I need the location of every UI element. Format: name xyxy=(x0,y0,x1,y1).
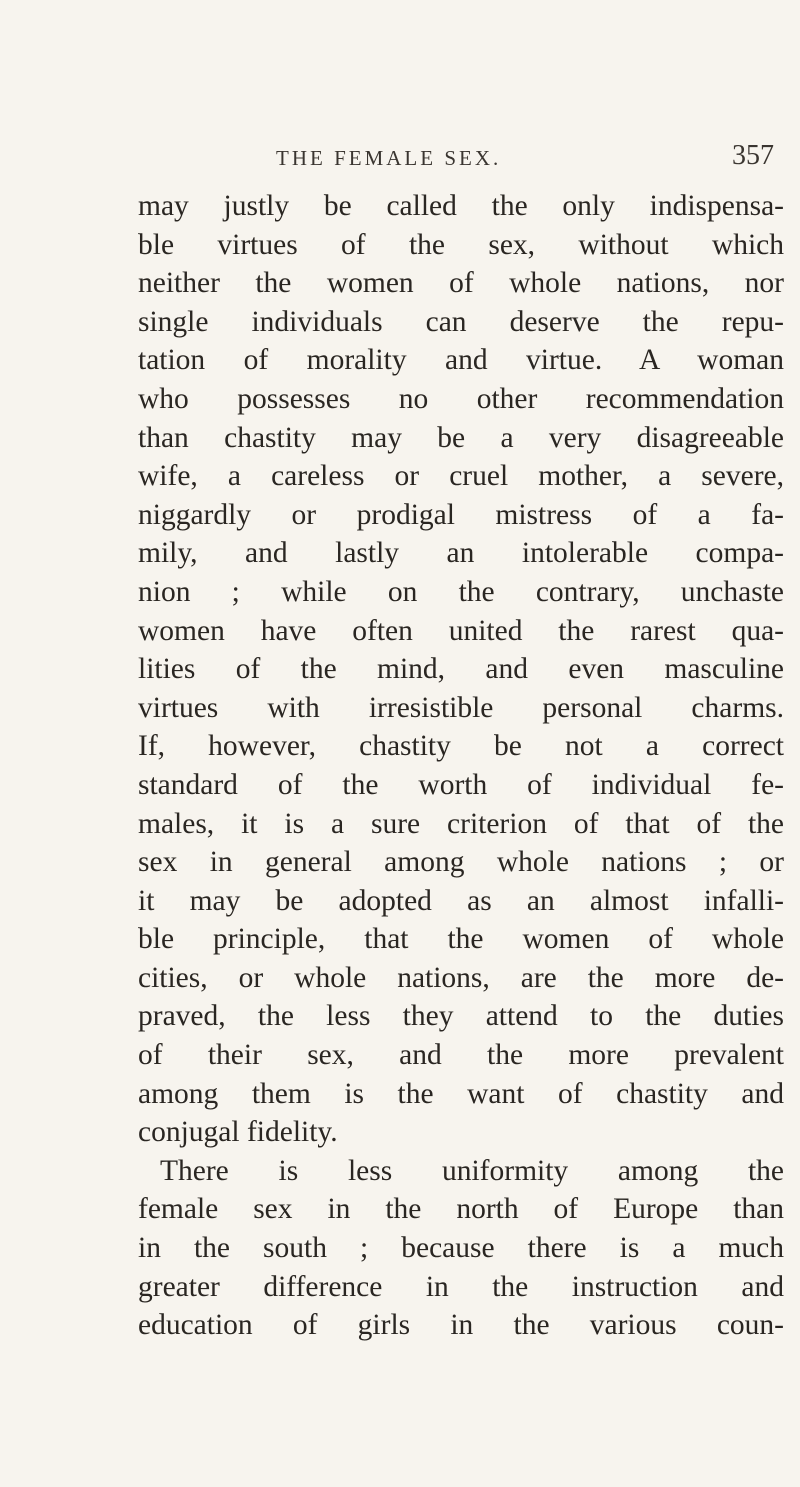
text-line: mily, and lastly an intolerable compa- xyxy=(138,537,784,570)
text-line: lities of the mind, and even masculine xyxy=(138,653,784,686)
text-line: tation of morality and virtue. A woman xyxy=(138,344,784,377)
body-text xyxy=(138,187,788,1345)
text-line: nion ; while on the contrary, unchaste xyxy=(138,575,784,608)
text-line: There is less uniformity among the xyxy=(160,1154,784,1187)
text-line: ble principle, that the women of whole xyxy=(138,923,784,956)
text-line: standard of the worth of individual fe- xyxy=(138,768,784,801)
text-line: who possesses no other recommendation xyxy=(138,382,784,415)
text-line: than chastity may be a very disagreeable xyxy=(138,421,784,454)
text-line: males, it is a sure criterion of that of the xyxy=(138,807,784,840)
text-line: cities, or whole nations, are the more de- xyxy=(138,961,784,994)
text-line: praved, the less they attend to the duties xyxy=(138,1000,784,1033)
text-line: virtues with irresistible personal charms. xyxy=(138,691,784,724)
page-number: 357 xyxy=(732,140,774,171)
text-line: sex in general among whole nations ; or xyxy=(138,846,784,879)
text-line: in the south ; because there is a much xyxy=(138,1232,784,1265)
text-line: it may be adopted as an almost infalli- xyxy=(138,884,784,917)
text-line: may justly be called the only indispensa- xyxy=(138,190,784,222)
text-line: among them is the want of chastity and xyxy=(138,1077,784,1110)
text-line: ble virtues of the sex, without which xyxy=(138,228,784,261)
text-line: If, however, chastity be not a correct xyxy=(138,730,784,763)
text-line: single individuals can deserve the repu- xyxy=(138,305,784,338)
text-line: female sex in the north of Europe than xyxy=(138,1193,784,1226)
text-line: neither the women of whole nations, nor xyxy=(138,267,784,300)
text-line: niggardly or prodigal mistress of a fa- xyxy=(138,498,784,531)
text-line: wife, a careless or cruel mother, a severe, xyxy=(138,460,784,493)
running-head: THE FEMALE SEX. xyxy=(276,146,502,170)
text-line: conjugal fidelity. xyxy=(138,1116,338,1149)
text-line: women have often united the rarest qua- xyxy=(138,614,784,647)
text-line: education of girls in the various coun- xyxy=(138,1309,784,1342)
text-line: of their sex, and the more prevalent xyxy=(138,1039,784,1072)
text-line: greater difference in the instruction and xyxy=(138,1270,784,1303)
